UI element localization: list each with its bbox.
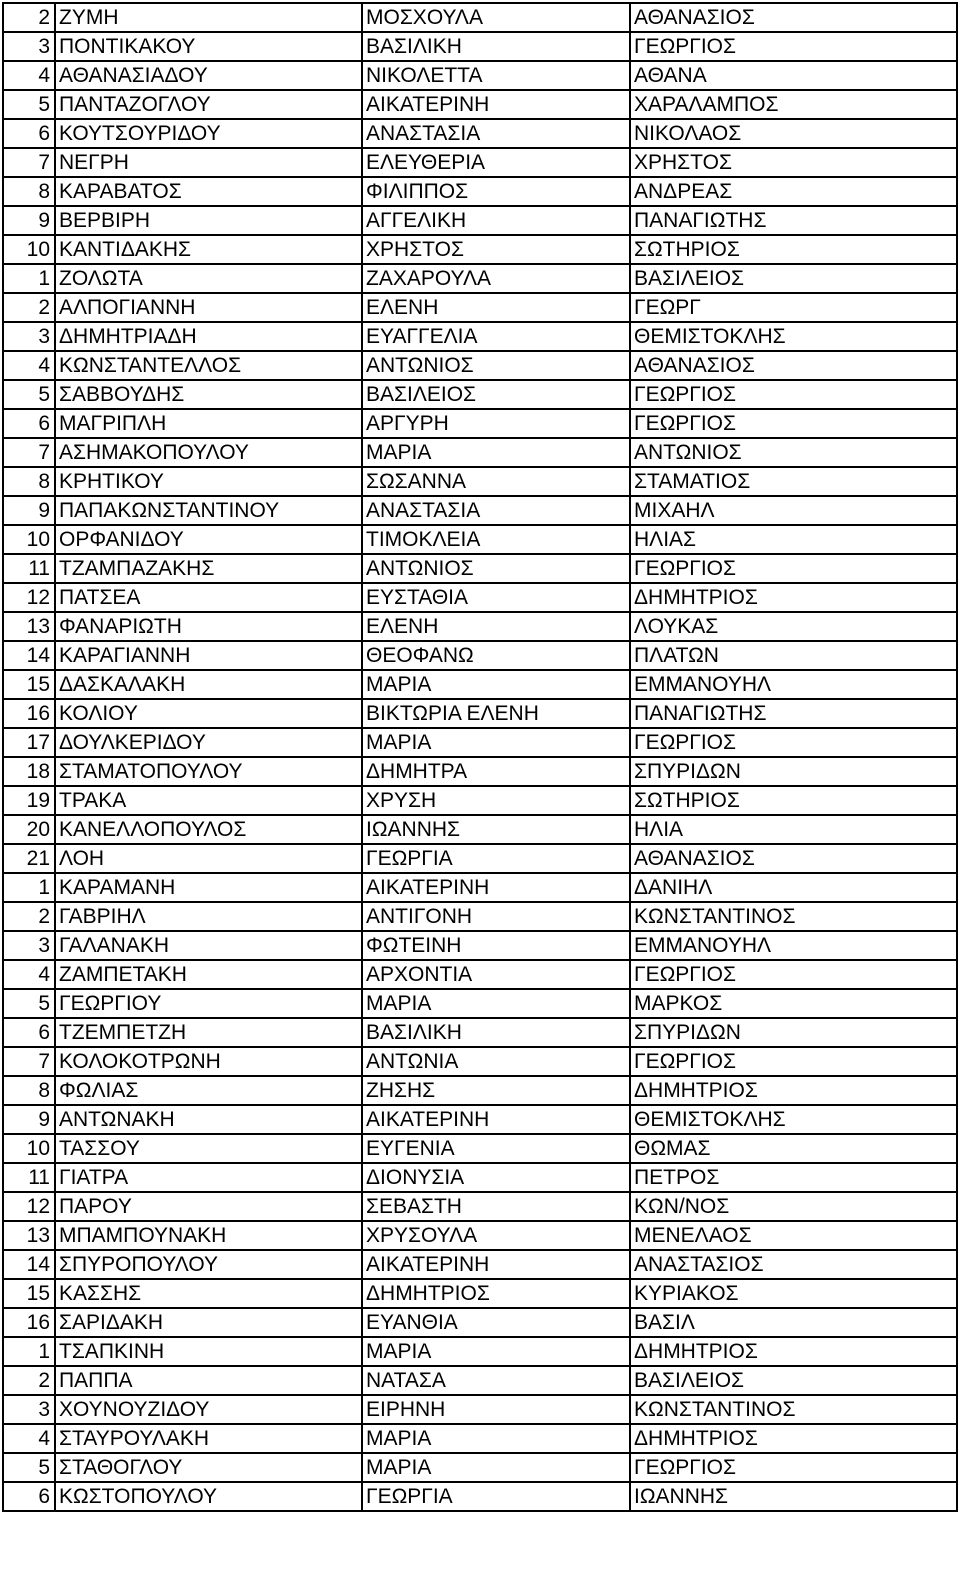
row-number: 9 [3, 1105, 55, 1134]
surname-cell: ΑΣΗΜΑΚΟΠΟΥΛΟΥ [55, 438, 362, 467]
surname-cell: ΚΑΝΕΛΛΟΠΟΥΛΟΣ [55, 815, 362, 844]
surname-cell: ΑΘΑΝΑΣΙΑΔΟΥ [55, 61, 362, 90]
surname-cell: ΣΤΑΥΡΟΥΛΑΚΗ [55, 1424, 362, 1453]
father-name-cell: ΛΟΥΚΑΣ [630, 612, 957, 641]
surname-cell: ΝΕΓΡΗ [55, 148, 362, 177]
father-name-cell: ΒΑΣΙΛ [630, 1308, 957, 1337]
table-row [3, 902, 957, 931]
row-number: 6 [3, 409, 55, 438]
row-number: 17 [3, 728, 55, 757]
table-row [3, 873, 957, 902]
table-row [3, 1424, 957, 1453]
father-name-cell: ΓΕΩΡΓΙΟΣ [630, 1453, 957, 1482]
row-number: 10 [3, 235, 55, 264]
first-name-cell: ΑΝΑΣΤΑΣΙΑ [362, 119, 630, 148]
table-row [3, 119, 957, 148]
first-name-cell: ΑΝΤΩΝΙΑ [362, 1047, 630, 1076]
row-number: 6 [3, 1018, 55, 1047]
surname-cell: ΤΣΑΠΚΙΝΗ [55, 1337, 362, 1366]
first-name-cell: ΒΑΣΙΛΙΚΗ [362, 32, 630, 61]
row-number: 13 [3, 612, 55, 641]
first-name-cell: ΧΡΥΣΟΥΛΑ [362, 1221, 630, 1250]
table-row [3, 583, 957, 612]
first-name-cell: ΜΑΡΙΑ [362, 438, 630, 467]
table-row [3, 1308, 957, 1337]
surname-cell: ΛΟΗ [55, 844, 362, 873]
table-row [3, 264, 957, 293]
surname-cell: ΠΑΤΣΕΑ [55, 583, 362, 612]
father-name-cell: ΔΑΝΙΗΛ [630, 873, 957, 902]
row-number: 7 [3, 438, 55, 467]
father-name-cell: ΜΕΝΕΛΑΟΣ [630, 1221, 957, 1250]
first-name-cell: ΑΝΤΙΓΟΝΗ [362, 902, 630, 931]
surname-cell: ΠΟΝΤΙΚΑΚΟΥ [55, 32, 362, 61]
table-row [3, 438, 957, 467]
father-name-cell: ΚΥΡΙΑΚΟΣ [630, 1279, 957, 1308]
row-number: 2 [3, 902, 55, 931]
surname-cell: ΚΑΡΑΜΑΝΗ [55, 873, 362, 902]
table-row [3, 989, 957, 1018]
surname-cell: ΟΡΦΑΝΙΔΟΥ [55, 525, 362, 554]
row-number: 16 [3, 1308, 55, 1337]
surname-cell: ΔΗΜΗΤΡΙΑΔΗ [55, 322, 362, 351]
row-number: 1 [3, 264, 55, 293]
surname-cell: ΣΤΑΘΟΓΛΟΥ [55, 1453, 362, 1482]
surname-cell: ΣΑΒΒΟΥΔΗΣ [55, 380, 362, 409]
father-name-cell: ΚΩΝΣΤΑΝΤΙΝΟΣ [630, 902, 957, 931]
row-number: 2 [3, 3, 55, 32]
surname-cell: ΖΟΛΩΤΑ [55, 264, 362, 293]
table-row [3, 757, 957, 786]
table-row [3, 554, 957, 583]
father-name-cell: ΣΩΤΗΡΙΟΣ [630, 786, 957, 815]
first-name-cell: ΘΕΟΦΑΝΩ [362, 641, 630, 670]
row-number: 8 [3, 177, 55, 206]
surname-cell: ΠΑΠΑΚΩΝΣΤΑΝΤΙΝΟΥ [55, 496, 362, 525]
surname-cell: ΚΑΡΑΒΑΤΟΣ [55, 177, 362, 206]
father-name-cell: ΠΑΝΑΓΙΩΤΗΣ [630, 699, 957, 728]
surname-cell: ΓΑΒΡΙΗΛ [55, 902, 362, 931]
father-name-cell: ΜΙΧΑΗΛ [630, 496, 957, 525]
surname-cell: ΣΤΑΜΑΤΟΠΟΥΛΟΥ [55, 757, 362, 786]
table-row [3, 1482, 957, 1511]
father-name-cell: ΜΑΡΚΟΣ [630, 989, 957, 1018]
father-name-cell: ΑΝΔΡΕΑΣ [630, 177, 957, 206]
table-row [3, 177, 957, 206]
father-name-cell: ΗΛΙΑ [630, 815, 957, 844]
row-number: 10 [3, 525, 55, 554]
surname-cell: ΚΑΝΤΙΔΑΚΗΣ [55, 235, 362, 264]
table-row [3, 409, 957, 438]
table-row [3, 728, 957, 757]
surname-cell: ΚΟΛΟΚΟΤΡΩΝΗ [55, 1047, 362, 1076]
row-number: 10 [3, 1134, 55, 1163]
surname-cell: ΤΡΑΚΑ [55, 786, 362, 815]
row-number: 3 [3, 32, 55, 61]
surname-cell: ΧΟΥΝΟΥΖΙΔΟΥ [55, 1395, 362, 1424]
row-number: 19 [3, 786, 55, 815]
table-row [3, 293, 957, 322]
surname-cell: ΓΕΩΡΓΙΟΥ [55, 989, 362, 1018]
first-name-cell: ΜΑΡΙΑ [362, 1453, 630, 1482]
table-row [3, 351, 957, 380]
first-name-cell: ΒΑΣΙΛΕΙΟΣ [362, 380, 630, 409]
first-name-cell: ΜΟΣΧΟΥΛΑ [362, 3, 630, 32]
surname-cell: ΚΩΣΤΟΠΟΥΛΟΥ [55, 1482, 362, 1511]
father-name-cell: ΓΕΩΡΓΙΟΣ [630, 380, 957, 409]
father-name-cell: ΘΕΜΙΣΤΟΚΛΗΣ [630, 1105, 957, 1134]
first-name-cell: ΓΕΩΡΓΙΑ [362, 1482, 630, 1511]
table-row [3, 931, 957, 960]
first-name-cell: ΕΥΣΤΑΘΙΑ [362, 583, 630, 612]
surname-cell: ΠΑΝΤΑΖΟΓΛΟΥ [55, 90, 362, 119]
first-name-cell: ΕΛΕΝΗ [362, 293, 630, 322]
father-name-cell: ΙΩΑΝΝΗΣ [630, 1482, 957, 1511]
row-number: 4 [3, 1424, 55, 1453]
table-row [3, 1134, 957, 1163]
father-name-cell: ΠΕΤΡΟΣ [630, 1163, 957, 1192]
row-number: 2 [3, 293, 55, 322]
first-name-cell: ΑΙΚΑΤΕΡΙΝΗ [362, 1105, 630, 1134]
first-name-cell: ΑΓΓΕΛΙΚΗ [362, 206, 630, 235]
father-name-cell: ΧΑΡΑΛΑΜΠΟΣ [630, 90, 957, 119]
row-number: 3 [3, 322, 55, 351]
father-name-cell: ΓΕΩΡΓΙΟΣ [630, 32, 957, 61]
father-name-cell: ΕΜΜΑΝΟΥΗΛ [630, 931, 957, 960]
row-number: 4 [3, 351, 55, 380]
first-name-cell: ΕΥΑΝΘΙΑ [362, 1308, 630, 1337]
surname-cell: ΣΑΡΙΔΑΚΗ [55, 1308, 362, 1337]
father-name-cell: ΑΘΑΝΑ [630, 61, 957, 90]
table-row [3, 786, 957, 815]
table-row [3, 612, 957, 641]
first-name-cell: ΒΙΚΤΩΡΙΑ ΕΛΕΝΗ [362, 699, 630, 728]
father-name-cell: ΚΩΝΣΤΑΝΤΙΝΟΣ [630, 1395, 957, 1424]
father-name-cell: ΣΩΤΗΡΙΟΣ [630, 235, 957, 264]
father-name-cell: ΔΗΜΗΤΡΙΟΣ [630, 583, 957, 612]
surname-cell: ΔΟΥΛΚΕΡΙΔΟΥ [55, 728, 362, 757]
table-row [3, 32, 957, 61]
father-name-cell: ΑΘΑΝΑΣΙΟΣ [630, 3, 957, 32]
first-name-cell: ΕΛΕΝΗ [362, 612, 630, 641]
surname-cell: ΓΑΛΑΝΑΚΗ [55, 931, 362, 960]
father-name-cell: ΓΕΩΡΓΙΟΣ [630, 409, 957, 438]
row-number: 3 [3, 1395, 55, 1424]
surname-cell: ΑΝΤΩΝΑΚΗ [55, 1105, 362, 1134]
father-name-cell: ΧΡΗΣΤΟΣ [630, 148, 957, 177]
father-name-cell: ΔΗΜΗΤΡΙΟΣ [630, 1076, 957, 1105]
table-row [3, 322, 957, 351]
father-name-cell: ΣΠΥΡΙΔΩΝ [630, 1018, 957, 1047]
first-name-cell: ΕΥΑΓΓΕΛΙΑ [362, 322, 630, 351]
table-row [3, 61, 957, 90]
row-number: 8 [3, 1076, 55, 1105]
first-name-cell: ΕΙΡΗΝΗ [362, 1395, 630, 1424]
father-name-cell: ΝΙΚΟΛΑΟΣ [630, 119, 957, 148]
row-number: 6 [3, 119, 55, 148]
table-row [3, 844, 957, 873]
row-number: 18 [3, 757, 55, 786]
surname-cell: ΚΩΝΣΤΑΝΤΕΛΛΟΣ [55, 351, 362, 380]
table-row [3, 1366, 957, 1395]
surname-cell: ΣΠΥΡΟΠΟΥΛΟΥ [55, 1250, 362, 1279]
surname-cell: ΚΑΡΑΓΙΑΝΝΗ [55, 641, 362, 670]
surname-cell: ΖΥΜΗ [55, 3, 362, 32]
row-number: 20 [3, 815, 55, 844]
father-name-cell: ΓΕΩΡΓΙΟΣ [630, 960, 957, 989]
table-row [3, 1453, 957, 1482]
first-name-cell: ΜΑΡΙΑ [362, 1424, 630, 1453]
table-row [3, 90, 957, 119]
first-name-cell: ΑΝΤΩΝΙΟΣ [362, 554, 630, 583]
father-name-cell: ΔΗΜΗΤΡΙΟΣ [630, 1337, 957, 1366]
row-number: 6 [3, 1482, 55, 1511]
surname-cell: ΤΖΕΜΠΕΤΖΗ [55, 1018, 362, 1047]
table-row [3, 1018, 957, 1047]
first-name-cell: ΝΙΚΟΛΕΤΤΑ [362, 61, 630, 90]
surname-cell: ΜΑΓΡΙΠΛΗ [55, 409, 362, 438]
first-name-cell: ΓΕΩΡΓΙΑ [362, 844, 630, 873]
table-row [3, 1076, 957, 1105]
surname-cell: ΑΛΠΟΓΙΑΝΝΗ [55, 293, 362, 322]
row-number: 9 [3, 496, 55, 525]
surname-cell: ΤΖΑΜΠΑΖΑΚΗΣ [55, 554, 362, 583]
row-number: 5 [3, 1453, 55, 1482]
row-number: 7 [3, 1047, 55, 1076]
first-name-cell: ΔΗΜΗΤΡΙΟΣ [362, 1279, 630, 1308]
table-row [3, 496, 957, 525]
table-row [3, 206, 957, 235]
first-name-cell: ΑΝΑΣΤΑΣΙΑ [362, 496, 630, 525]
first-name-cell: ΑΡΧΟΝΤΙΑ [362, 960, 630, 989]
first-name-cell: ΑΝΤΩΝΙΟΣ [362, 351, 630, 380]
father-name-cell: ΓΕΩΡΓΙΟΣ [630, 554, 957, 583]
surname-cell: ΚΟΥΤΣΟΥΡΙΔΟΥ [55, 119, 362, 148]
row-number: 5 [3, 90, 55, 119]
row-number: 4 [3, 960, 55, 989]
father-name-cell: ΒΑΣΙΛΕΙΟΣ [630, 1366, 957, 1395]
table-row [3, 148, 957, 177]
first-name-cell: ΕΛΕΥΘΕΡΙΑ [362, 148, 630, 177]
father-name-cell: ΓΕΩΡΓΙΟΣ [630, 728, 957, 757]
first-name-cell: ΦΙΛΙΠΠΟΣ [362, 177, 630, 206]
row-number: 16 [3, 699, 55, 728]
table-row [3, 525, 957, 554]
table-row [3, 1105, 957, 1134]
row-number: 21 [3, 844, 55, 873]
row-number: 8 [3, 467, 55, 496]
first-name-cell: ΕΥΓΕΝΙΑ [362, 1134, 630, 1163]
first-name-cell: ΣΩΣΑΝΝΑ [362, 467, 630, 496]
first-name-cell: ΤΙΜΟΚΛΕΙΑ [362, 525, 630, 554]
row-number: 1 [3, 1337, 55, 1366]
first-name-cell: ΦΩΤΕΙΝΗ [362, 931, 630, 960]
row-number: 15 [3, 670, 55, 699]
father-name-cell: ΓΕΩΡΓΙΟΣ [630, 1047, 957, 1076]
surname-cell: ΚΡΗΤΙΚΟΥ [55, 467, 362, 496]
surname-cell: ΠΑΠΠΑ [55, 1366, 362, 1395]
row-number: 13 [3, 1221, 55, 1250]
table-row [3, 380, 957, 409]
father-name-cell: ΚΩΝ/ΝΟΣ [630, 1192, 957, 1221]
surname-cell: ΜΠΑΜΠΟΥΝΑΚΗ [55, 1221, 362, 1250]
row-number: 2 [3, 1366, 55, 1395]
first-name-cell: ΣΕΒΑΣΤΗ [362, 1192, 630, 1221]
row-number: 15 [3, 1279, 55, 1308]
father-name-cell: ΔΗΜΗΤΡΙΟΣ [630, 1424, 957, 1453]
table-row [3, 1395, 957, 1424]
table-row [3, 1337, 957, 1366]
row-number: 3 [3, 931, 55, 960]
first-name-cell: ΑΙΚΑΤΕΡΙΝΗ [362, 1250, 630, 1279]
table-row [3, 960, 957, 989]
first-name-cell: ΝΑΤΑΣΑ [362, 1366, 630, 1395]
table-row [3, 1250, 957, 1279]
surname-cell: ΖΑΜΠΕΤΑΚΗ [55, 960, 362, 989]
father-name-cell: ΠΑΝΑΓΙΩΤΗΣ [630, 206, 957, 235]
first-name-cell: ΧΡΥΣΗ [362, 786, 630, 815]
father-name-cell: ΘΕΜΙΣΤΟΚΛΗΣ [630, 322, 957, 351]
row-number: 9 [3, 206, 55, 235]
surname-cell: ΚΑΣΣΗΣ [55, 1279, 362, 1308]
row-number: 7 [3, 148, 55, 177]
father-name-cell: ΑΝΑΣΤΑΣΙΟΣ [630, 1250, 957, 1279]
table-row [3, 1221, 957, 1250]
surname-cell: ΤΑΣΣΟΥ [55, 1134, 362, 1163]
father-name-cell: ΑΝΤΩΝΙΟΣ [630, 438, 957, 467]
first-name-cell: ΖΗΣΗΣ [362, 1076, 630, 1105]
row-number: 14 [3, 641, 55, 670]
surname-cell: ΒΕΡΒΙΡΗ [55, 206, 362, 235]
table-row [3, 1163, 957, 1192]
first-name-cell: ΑΙΚΑΤΕΡΙΝΗ [362, 90, 630, 119]
table-row [3, 235, 957, 264]
father-name-cell: ΣΤΑΜΑΤΙΟΣ [630, 467, 957, 496]
surname-cell: ΓΙΑΤΡΑ [55, 1163, 362, 1192]
name-list-table [2, 2, 958, 1512]
surname-cell: ΦΩΛΙΑΣ [55, 1076, 362, 1105]
surname-cell: ΠΑΡΟΥ [55, 1192, 362, 1221]
father-name-cell: ΠΛΑΤΩΝ [630, 641, 957, 670]
first-name-cell: ΔΗΜΗΤΡΑ [362, 757, 630, 786]
first-name-cell: ΖΑΧΑΡΟΥΛΑ [362, 264, 630, 293]
first-name-cell: ΑΙΚΑΤΕΡΙΝΗ [362, 873, 630, 902]
first-name-cell: ΑΡΓΥΡΗ [362, 409, 630, 438]
first-name-cell: ΜΑΡΙΑ [362, 1337, 630, 1366]
row-number: 5 [3, 989, 55, 1018]
table-row [3, 1192, 957, 1221]
row-number: 14 [3, 1250, 55, 1279]
row-number: 12 [3, 1192, 55, 1221]
first-name-cell: ΙΩΑΝΝΗΣ [362, 815, 630, 844]
row-number: 5 [3, 380, 55, 409]
surname-cell: ΔΑΣΚΑΛΑΚΗ [55, 670, 362, 699]
table-row [3, 1047, 957, 1076]
table-body [3, 3, 957, 1511]
father-name-cell: ΑΘΑΝΑΣΙΟΣ [630, 844, 957, 873]
first-name-cell: ΜΑΡΙΑ [362, 728, 630, 757]
father-name-cell: ΗΛΙΑΣ [630, 525, 957, 554]
father-name-cell: ΑΘΑΝΑΣΙΟΣ [630, 351, 957, 380]
first-name-cell: ΔΙΟΝΥΣΙΑ [362, 1163, 630, 1192]
table-row [3, 1279, 957, 1308]
table-row [3, 699, 957, 728]
row-number: 11 [3, 554, 55, 583]
father-name-cell: ΘΩΜΑΣ [630, 1134, 957, 1163]
surname-cell: ΚΟΛΙΟΥ [55, 699, 362, 728]
father-name-cell: ΓΕΩΡΓ [630, 293, 957, 322]
father-name-cell: ΣΠΥΡΙΔΩΝ [630, 757, 957, 786]
row-number: 1 [3, 873, 55, 902]
father-name-cell: ΕΜΜΑΝΟΥΗΛ [630, 670, 957, 699]
first-name-cell: ΜΑΡΙΑ [362, 670, 630, 699]
first-name-cell: ΒΑΣΙΛΙΚΗ [362, 1018, 630, 1047]
table-row [3, 815, 957, 844]
table-row [3, 3, 957, 32]
table-row [3, 467, 957, 496]
surname-cell: ΦΑΝΑΡΙΩΤΗ [55, 612, 362, 641]
row-number: 11 [3, 1163, 55, 1192]
table-row [3, 670, 957, 699]
father-name-cell: ΒΑΣΙΛΕΙΟΣ [630, 264, 957, 293]
first-name-cell: ΜΑΡΙΑ [362, 989, 630, 1018]
table-row [3, 641, 957, 670]
row-number: 4 [3, 61, 55, 90]
row-number: 12 [3, 583, 55, 612]
first-name-cell: ΧΡΗΣΤΟΣ [362, 235, 630, 264]
